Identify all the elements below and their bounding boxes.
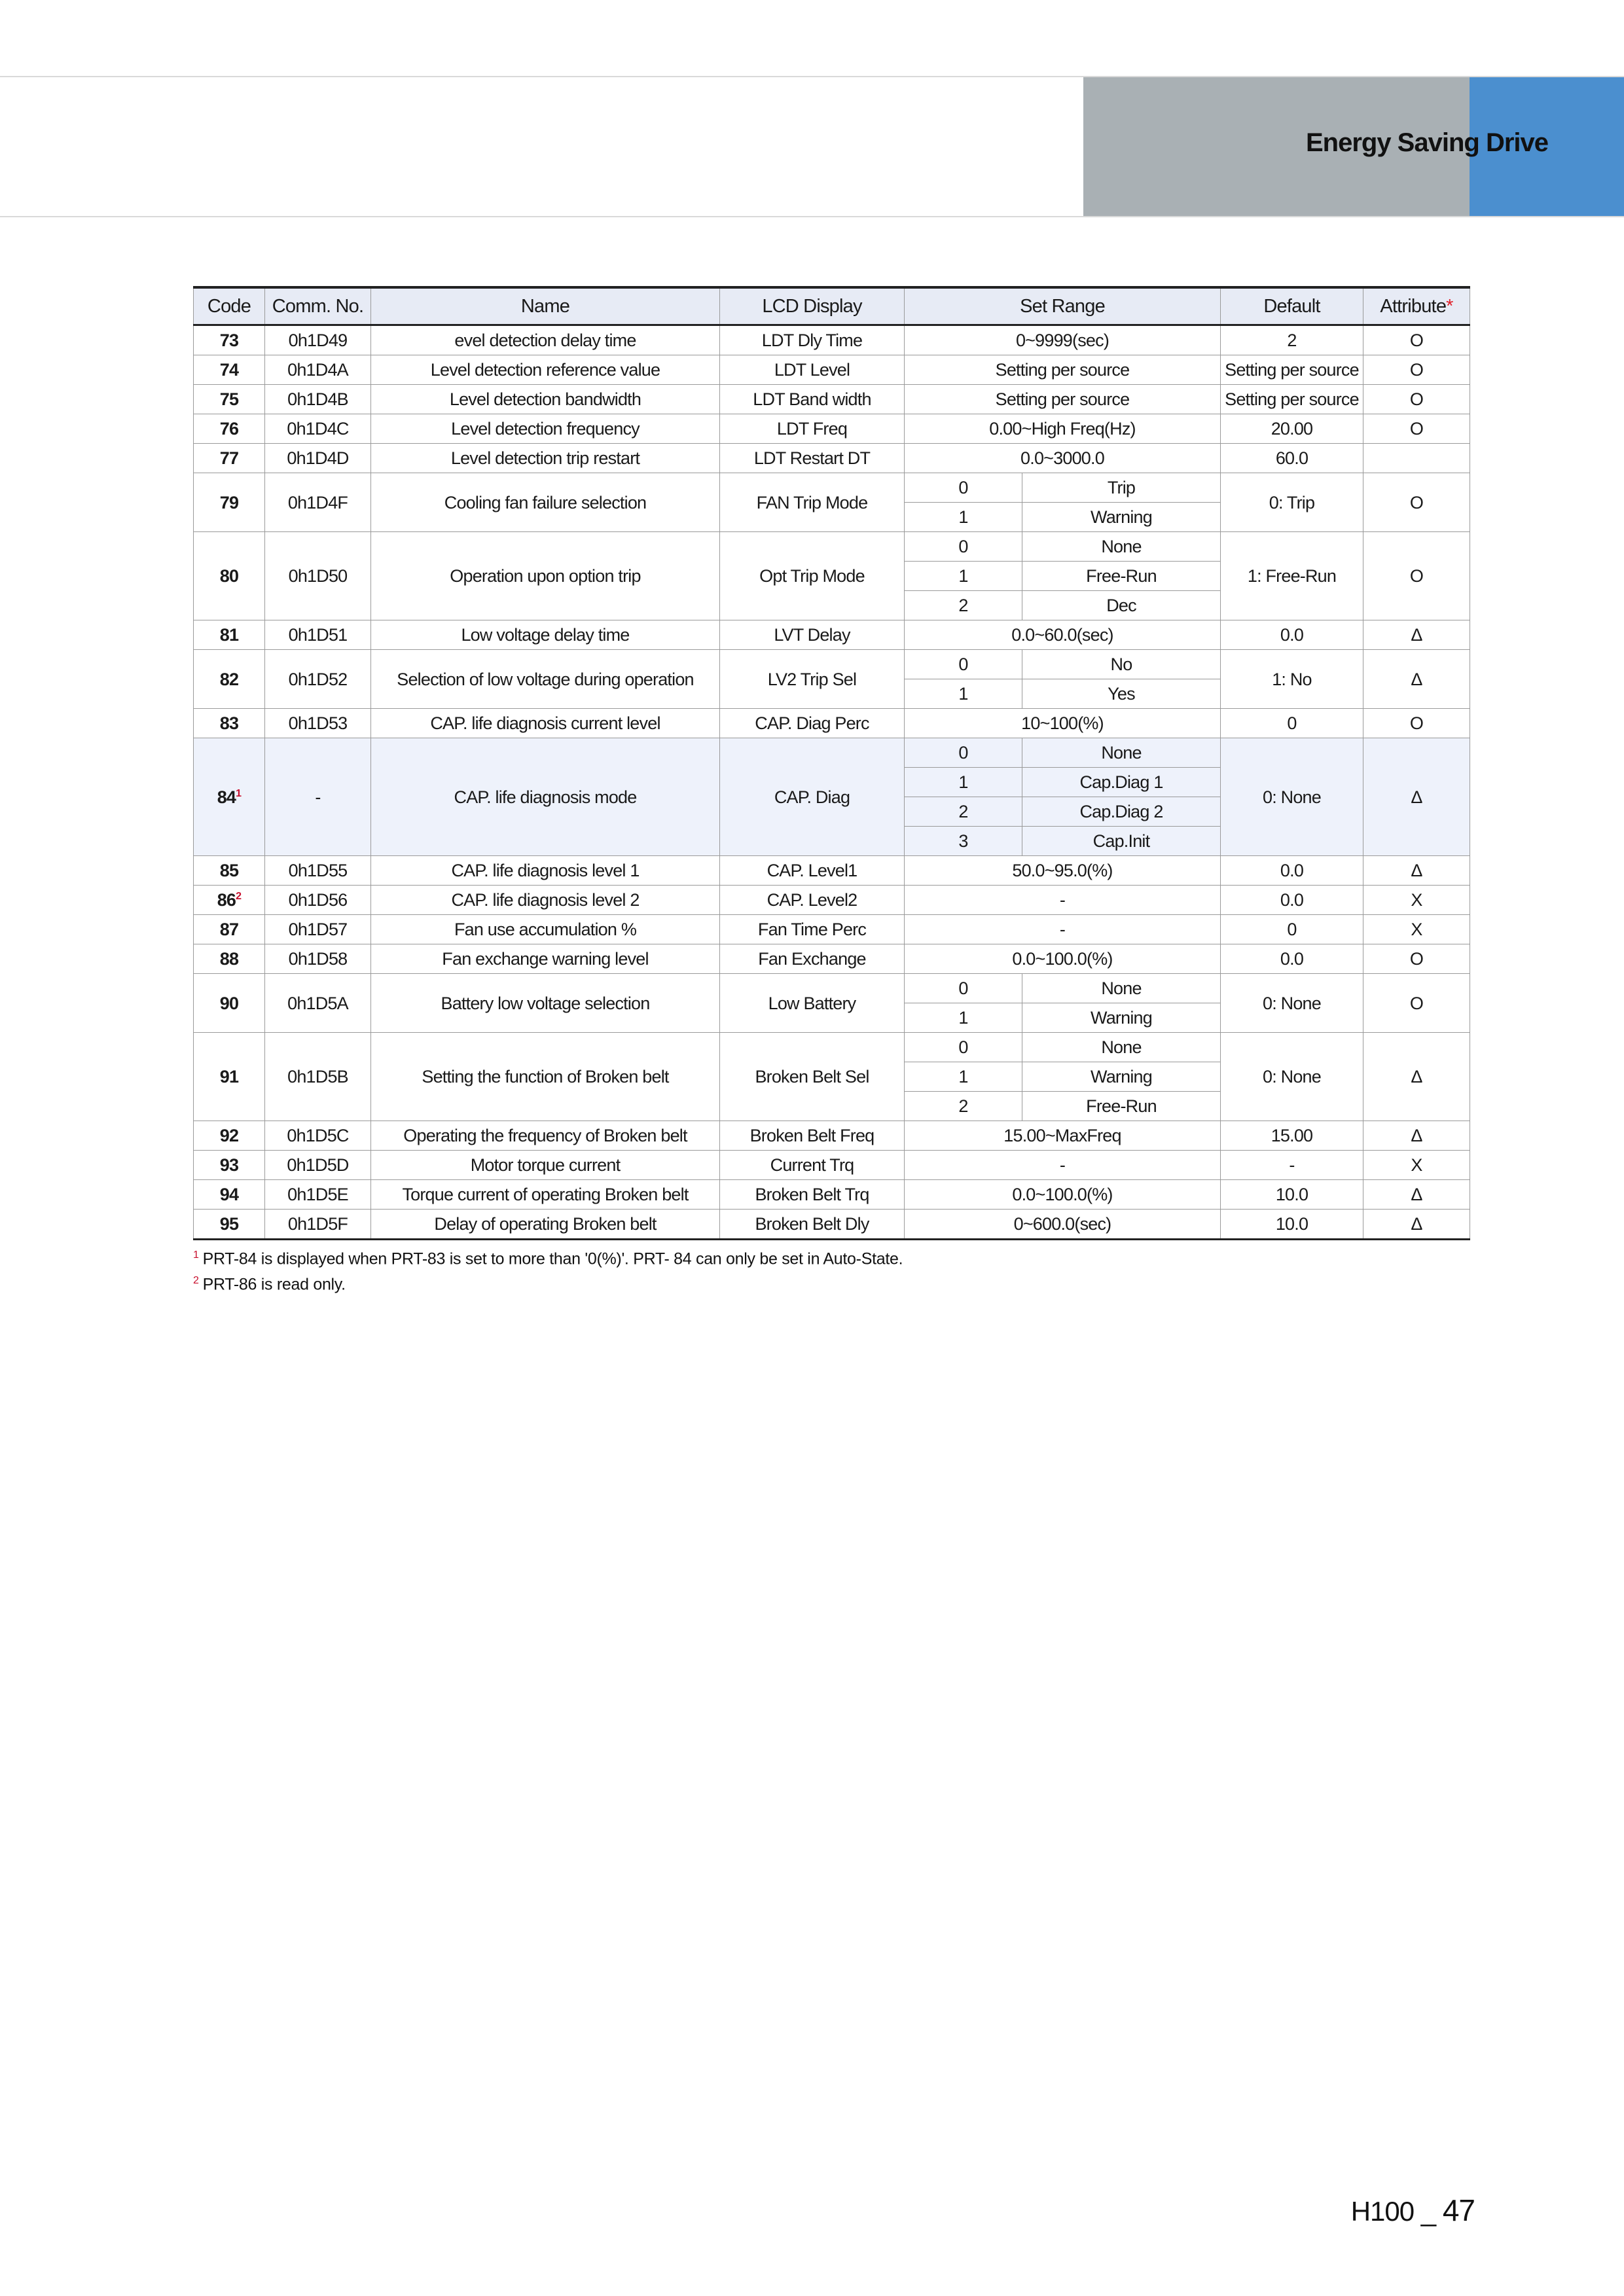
cell-name: Operating the frequency of Broken belt: [371, 1121, 720, 1151]
table-row: [194, 1033, 1470, 1062]
cell-option-number: 2: [905, 591, 1022, 620]
cell-option-label: Dec: [1022, 591, 1221, 620]
cell-comm-no: 0h1D56: [265, 886, 371, 915]
code-value: 88: [219, 949, 239, 969]
cell-comm-no: 0h1D4F: [265, 473, 371, 532]
cell-lcd-display: Current Trq: [720, 1151, 905, 1180]
header-set-range: Set Range: [905, 287, 1221, 325]
cell-option-number: 0: [905, 974, 1022, 1003]
cell-comm-no: 0h1D5C: [265, 1121, 371, 1151]
section-title: Energy Saving Drive: [1305, 128, 1548, 157]
cell-name: Level detection reference value: [371, 355, 720, 385]
cell-set-range: 0~600.0(sec): [905, 1210, 1221, 1240]
cell-option-number: 0: [905, 473, 1022, 503]
cell-code: [194, 620, 265, 650]
footnote-mark: 2: [193, 1275, 199, 1286]
table-row: [194, 1151, 1470, 1180]
code-value: 90: [219, 993, 239, 1013]
cell-attribute: Δ: [1363, 738, 1470, 856]
footnote-text: PRT-86 is read only.: [202, 1275, 346, 1294]
footnote-2: [193, 1268, 903, 1293]
cell-option-label: Free-Run: [1022, 562, 1221, 591]
cell-option-label: None: [1022, 532, 1221, 562]
cell-option-number: 1: [905, 562, 1022, 591]
table-row: [194, 355, 1470, 385]
cell-name: CAP. life diagnosis current level: [371, 709, 720, 738]
cell-option-label: None: [1022, 974, 1221, 1003]
code-value: 84: [217, 787, 236, 807]
cell-name: Battery low voltage selection: [371, 974, 720, 1033]
cell-comm-no: 0h1D4C: [265, 414, 371, 444]
code-value: 80: [219, 566, 239, 586]
cell-default: 10.0: [1221, 1210, 1363, 1240]
code-value: 95: [219, 1214, 239, 1234]
cell-option-label: No: [1022, 650, 1221, 679]
cell-code: [194, 1210, 265, 1240]
cell-comm-no: 0h1D5E: [265, 1180, 371, 1210]
cell-code: [194, 856, 265, 886]
cell-attribute: O: [1363, 414, 1470, 444]
header-attribute: [1363, 287, 1470, 325]
code-value: 74: [219, 360, 239, 380]
cell-comm-no: 0h1D58: [265, 944, 371, 974]
cell-attribute: Δ: [1363, 1121, 1470, 1151]
cell-code: [194, 325, 265, 355]
cell-code: [194, 1033, 265, 1121]
cell-option-label: Warning: [1022, 1003, 1221, 1033]
table-row: [194, 1121, 1470, 1151]
page-footer: [1351, 2193, 1475, 2228]
cell-default: 0.0: [1221, 856, 1363, 886]
code-value: 81: [219, 625, 239, 645]
cell-code: [194, 355, 265, 385]
cell-code: [194, 944, 265, 974]
cell-code: [194, 1121, 265, 1151]
code-value: 86: [217, 890, 236, 910]
cell-lcd-display: LV2 Trip Sel: [720, 650, 905, 709]
cell-comm-no: 0h1D5B: [265, 1033, 371, 1121]
cell-attribute: O: [1363, 385, 1470, 414]
cell-comm-no: 0h1D5D: [265, 1151, 371, 1180]
cell-option-number: 0: [905, 1033, 1022, 1062]
footnotes: [193, 1242, 903, 1293]
cell-set-range: Setting per source: [905, 355, 1221, 385]
cell-option-label: None: [1022, 1033, 1221, 1062]
cell-name: Fan exchange warning level: [371, 944, 720, 974]
cell-comm-no: 0h1D55: [265, 856, 371, 886]
footnote-reference: 1: [236, 787, 242, 799]
code-value: 92: [219, 1126, 239, 1145]
cell-name: Setting the function of Broken belt: [371, 1033, 720, 1121]
cell-name: Motor torque current: [371, 1151, 720, 1180]
footnote-text: PRT-84 is displayed when PRT-83 is set to more than '0(%)'. PRT- 84 can only be set in Auto-State.: [202, 1249, 903, 1268]
table-row: [194, 856, 1470, 886]
cell-lcd-display: CAP. Level2: [720, 886, 905, 915]
cell-lcd-display: LDT Level: [720, 355, 905, 385]
cell-set-range: 0.00~High Freq(Hz): [905, 414, 1221, 444]
cell-name: Level detection bandwidth: [371, 385, 720, 414]
cell-name: Low voltage delay time: [371, 620, 720, 650]
cell-set-range: 50.0~95.0(%): [905, 856, 1221, 886]
cell-set-range: 0~9999(sec): [905, 325, 1221, 355]
table-row: [194, 709, 1470, 738]
table-row: [194, 1180, 1470, 1210]
cell-name: Torque current of operating Broken belt: [371, 1180, 720, 1210]
cell-option-number: 2: [905, 1092, 1022, 1121]
attribute-asterisk: *: [1446, 296, 1453, 317]
cell-option-number: 0: [905, 532, 1022, 562]
cell-default: 0: [1221, 709, 1363, 738]
cell-name: Level detection trip restart: [371, 444, 720, 473]
cell-code: [194, 738, 265, 856]
cell-set-range: 0.0~100.0(%): [905, 1180, 1221, 1210]
cell-set-range: -: [905, 915, 1221, 944]
cell-option-number: 3: [905, 827, 1022, 856]
cell-comm-no: 0h1D52: [265, 650, 371, 709]
cell-option-label: Cap.Diag 1: [1022, 768, 1221, 797]
cell-comm-no: 0h1D5F: [265, 1210, 371, 1240]
cell-set-range: 15.00~MaxFreq: [905, 1121, 1221, 1151]
cell-default: 1: No: [1221, 650, 1363, 709]
cell-attribute: O: [1363, 473, 1470, 532]
cell-attribute: Δ: [1363, 856, 1470, 886]
cell-code: [194, 974, 265, 1033]
code-value: 73: [219, 331, 239, 350]
cell-attribute: O: [1363, 325, 1470, 355]
cell-option-label: Trip: [1022, 473, 1221, 503]
header-attribute-label: Attribute: [1380, 296, 1447, 317]
cell-set-range: 10~100(%): [905, 709, 1221, 738]
table-row: [194, 944, 1470, 974]
cell-attribute: Δ: [1363, 650, 1470, 709]
cell-lcd-display: FAN Trip Mode: [720, 473, 905, 532]
cell-name: Level detection frequency: [371, 414, 720, 444]
header-name: Name: [371, 287, 720, 325]
cell-comm-no: 0h1D4D: [265, 444, 371, 473]
cell-code: [194, 915, 265, 944]
cell-name: CAP. life diagnosis mode: [371, 738, 720, 856]
cell-attribute: O: [1363, 709, 1470, 738]
table-row: [194, 444, 1470, 473]
header-code: Code: [194, 287, 265, 325]
cell-option-number: 1: [905, 768, 1022, 797]
cell-lcd-display: Low Battery: [720, 974, 905, 1033]
cell-option-label: Warning: [1022, 1062, 1221, 1092]
cell-attribute: X: [1363, 886, 1470, 915]
header-default: Default: [1221, 287, 1363, 325]
cell-default: 60.0: [1221, 444, 1363, 473]
footnote-reference: 2: [236, 891, 242, 902]
cell-option-label: Yes: [1022, 679, 1221, 709]
table-row: [194, 974, 1470, 1003]
cell-default: -: [1221, 1151, 1363, 1180]
cell-comm-no: 0h1D4B: [265, 385, 371, 414]
cell-lcd-display: Broken Belt Sel: [720, 1033, 905, 1121]
cell-name: CAP. life diagnosis level 2: [371, 886, 720, 915]
cell-comm-no: 0h1D49: [265, 325, 371, 355]
table-row: [194, 385, 1470, 414]
cell-lcd-display: LVT Delay: [720, 620, 905, 650]
cell-comm-no: 0h1D4A: [265, 355, 371, 385]
cell-option-number: 2: [905, 797, 1022, 827]
cell-name: evel detection delay time: [371, 325, 720, 355]
table-row: [194, 738, 1470, 768]
code-value: 76: [219, 419, 239, 439]
cell-default: 15.00: [1221, 1121, 1363, 1151]
cell-name: Fan use accumulation %: [371, 915, 720, 944]
page-number: 47: [1442, 2193, 1475, 2227]
code-value: 91: [219, 1067, 239, 1086]
cell-lcd-display: CAP. Diag Perc: [720, 709, 905, 738]
cell-lcd-display: LDT Restart DT: [720, 444, 905, 473]
code-value: 87: [219, 920, 239, 939]
code-value: 79: [219, 492, 239, 512]
cell-name: Delay of operating Broken belt: [371, 1210, 720, 1240]
cell-code: [194, 1180, 265, 1210]
header-lcd-display: LCD Display: [720, 287, 905, 325]
cell-set-range: -: [905, 886, 1221, 915]
cell-lcd-display: LDT Dly Time: [720, 325, 905, 355]
cell-default: 0.0: [1221, 886, 1363, 915]
cell-default: Setting per source: [1221, 355, 1363, 385]
footer-model: H100 _: [1350, 2196, 1436, 2227]
cell-default: 2: [1221, 325, 1363, 355]
cell-option-number: 1: [905, 1062, 1022, 1092]
code-value: 77: [219, 448, 239, 468]
cell-default: 0.0: [1221, 944, 1363, 974]
table-row: [194, 473, 1470, 503]
cell-lcd-display: Fan Time Perc: [720, 915, 905, 944]
cell-code: [194, 473, 265, 532]
cell-set-range: 0.0~3000.0: [905, 444, 1221, 473]
cell-default: Setting per source: [1221, 385, 1363, 414]
cell-option-number: 0: [905, 738, 1022, 768]
cell-attribute: O: [1363, 355, 1470, 385]
cell-default: 0.0: [1221, 620, 1363, 650]
cell-attribute: O: [1363, 974, 1470, 1033]
cell-default: 0: [1221, 915, 1363, 944]
cell-comm-no: 0h1D53: [265, 709, 371, 738]
cell-set-range: -: [905, 1151, 1221, 1180]
cell-attribute: [1363, 444, 1470, 473]
cell-default: 20.00: [1221, 414, 1363, 444]
cell-lcd-display: LDT Freq: [720, 414, 905, 444]
cell-lcd-display: Fan Exchange: [720, 944, 905, 974]
cell-default: 10.0: [1221, 1180, 1363, 1210]
table-row: [194, 886, 1470, 915]
code-value: 93: [219, 1155, 239, 1175]
header-bottom-rule: [0, 216, 1624, 217]
header-comm-no: Comm. No.: [265, 287, 371, 325]
cell-default: 0: None: [1221, 974, 1363, 1033]
cell-comm-no: -: [265, 738, 371, 856]
cell-attribute: X: [1363, 915, 1470, 944]
code-value: 85: [219, 861, 239, 880]
cell-lcd-display: CAP. Diag: [720, 738, 905, 856]
table-row: [194, 532, 1470, 562]
cell-attribute: X: [1363, 1151, 1470, 1180]
table-body: [194, 325, 1470, 1240]
cell-code: [194, 709, 265, 738]
code-value: 82: [219, 669, 239, 689]
cell-option-number: 0: [905, 650, 1022, 679]
cell-lcd-display: Broken Belt Dly: [720, 1210, 905, 1240]
cell-comm-no: 0h1D50: [265, 532, 371, 620]
cell-option-label: None: [1022, 738, 1221, 768]
cell-comm-no: 0h1D5A: [265, 974, 371, 1033]
cell-set-range: Setting per source: [905, 385, 1221, 414]
cell-name: Operation upon option trip: [371, 532, 720, 620]
cell-code: [194, 414, 265, 444]
footnote-1: [193, 1242, 903, 1268]
cell-lcd-display: Broken Belt Trq: [720, 1180, 905, 1210]
cell-option-label: Warning: [1022, 503, 1221, 532]
cell-name: CAP. life diagnosis level 1: [371, 856, 720, 886]
cell-default: 0: Trip: [1221, 473, 1363, 532]
cell-code: [194, 385, 265, 414]
cell-lcd-display: CAP. Level1: [720, 856, 905, 886]
code-value: 94: [219, 1185, 239, 1204]
cell-default: 1: Free-Run: [1221, 532, 1363, 620]
table-header-row: [194, 287, 1470, 325]
cell-lcd-display: Broken Belt Freq: [720, 1121, 905, 1151]
cell-code: [194, 650, 265, 709]
cell-set-range: 0.0~60.0(sec): [905, 620, 1221, 650]
cell-attribute: O: [1363, 944, 1470, 974]
table-row: [194, 620, 1470, 650]
cell-attribute: Δ: [1363, 1210, 1470, 1240]
cell-option-label: Cap.Init: [1022, 827, 1221, 856]
cell-attribute: O: [1363, 532, 1470, 620]
table-row: [194, 1210, 1470, 1240]
cell-code: [194, 1151, 265, 1180]
cell-comm-no: 0h1D57: [265, 915, 371, 944]
cell-attribute: Δ: [1363, 1180, 1470, 1210]
cell-option-number: 1: [905, 503, 1022, 532]
cell-attribute: Δ: [1363, 1033, 1470, 1121]
cell-default: 0: None: [1221, 1033, 1363, 1121]
footnote-mark: 1: [193, 1249, 199, 1261]
cell-comm-no: 0h1D51: [265, 620, 371, 650]
code-value: 75: [219, 389, 239, 409]
table-row: [194, 650, 1470, 679]
cell-option-label: Cap.Diag 2: [1022, 797, 1221, 827]
cell-lcd-display: LDT Band width: [720, 385, 905, 414]
code-value: 83: [219, 713, 239, 733]
cell-code: [194, 886, 265, 915]
table-row: [194, 325, 1470, 355]
cell-attribute: Δ: [1363, 620, 1470, 650]
cell-option-number: 1: [905, 1003, 1022, 1033]
cell-name: Cooling fan failure selection: [371, 473, 720, 532]
cell-option-label: Free-Run: [1022, 1092, 1221, 1121]
cell-name: Selection of low voltage during operation: [371, 650, 720, 709]
table-row: [194, 414, 1470, 444]
cell-option-number: 1: [905, 679, 1022, 709]
cell-code: [194, 444, 265, 473]
table-row: [194, 915, 1470, 944]
parameter-table: [193, 286, 1470, 1240]
cell-lcd-display: Opt Trip Mode: [720, 532, 905, 620]
cell-set-range: 0.0~100.0(%): [905, 944, 1221, 974]
cell-code: [194, 532, 265, 620]
cell-default: 0: None: [1221, 738, 1363, 856]
